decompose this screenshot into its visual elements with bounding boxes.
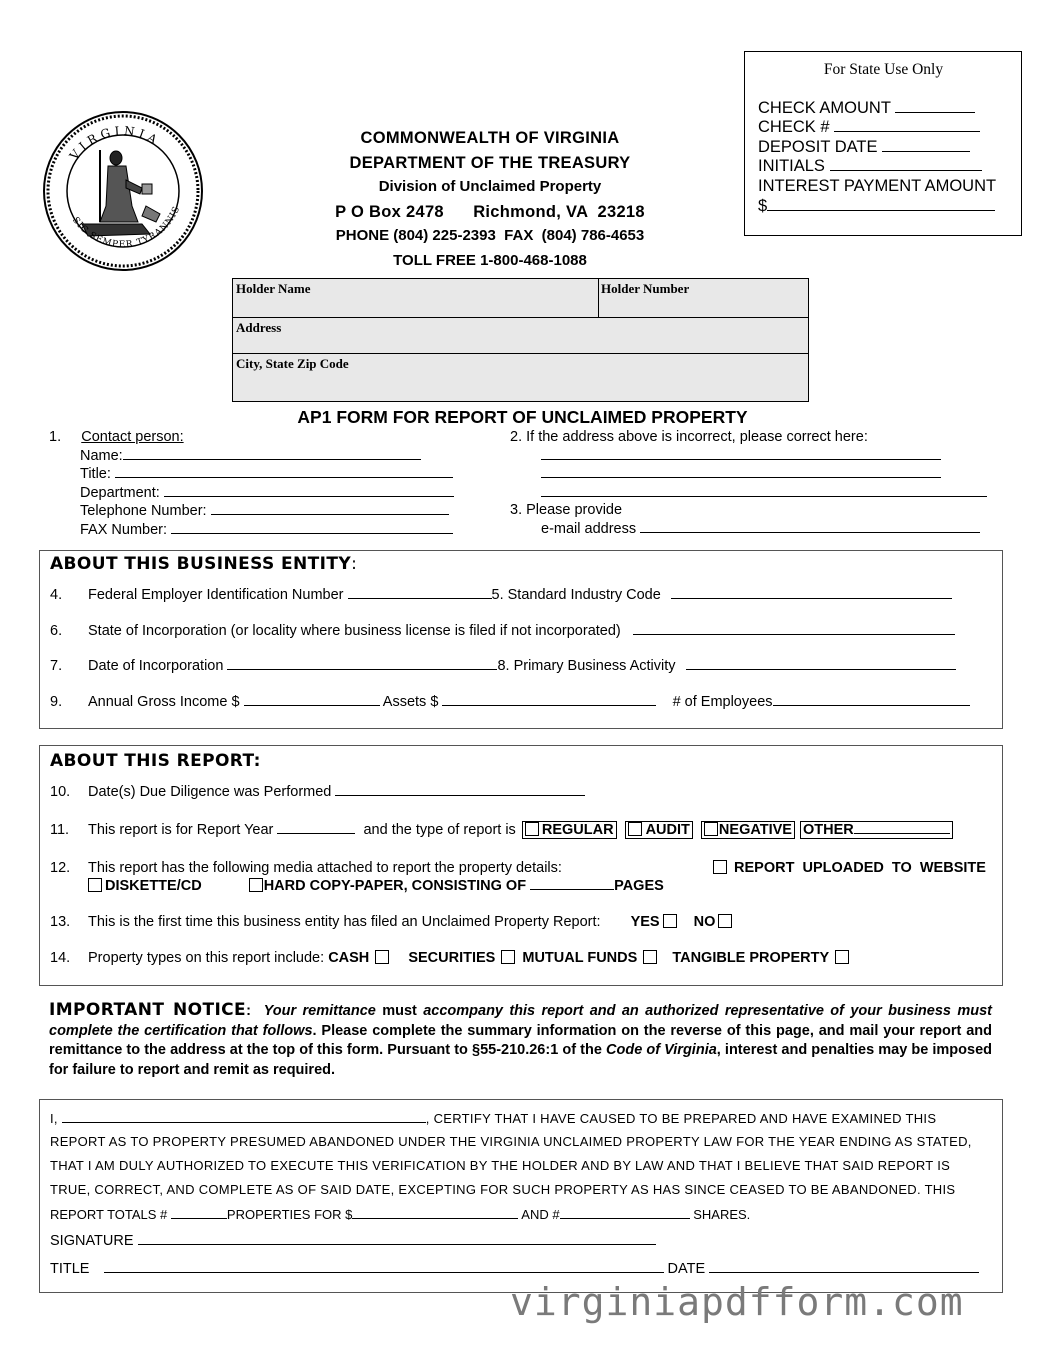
virginia-seal xyxy=(42,110,204,272)
cert-totals-line: REPORT TOTALS # PROPERTIES FOR $ AND # SHARES. xyxy=(50,1207,751,1222)
audit-checkbox[interactable] xyxy=(628,822,642,836)
diskette-checkbox[interactable] xyxy=(88,878,102,892)
tangible-property-checkbox[interactable] xyxy=(835,950,849,964)
city-row xyxy=(233,354,808,400)
income-row: 9. Annual Gross Income $ Assets $ # of Employees xyxy=(50,693,970,710)
report-year-row: 11. This report is for Report Year and the type of report is REGULAR AUDIT NEGATIVE OTHER xyxy=(50,821,953,839)
deposit-date-line: DEPOSIT DATE xyxy=(758,138,1009,158)
holder-number-field[interactable]: Holder Number xyxy=(601,281,690,296)
seal-emblem-icon xyxy=(42,110,204,272)
holder-info-box xyxy=(232,278,809,402)
no-checkbox[interactable] xyxy=(718,914,732,928)
cert-line-2: REPORT AS TO PROPERTY PRESUMED ABANDONED UNDER THE VIRGINIA UNCLAIMED PROPERTY LAW FOR THE YEAR ENDING AS STATED, xyxy=(50,1134,972,1149)
cert-line-4: TRUE, CORRECT, AND COMPLETE AS OF SAID DATE, EXCEPTING FOR SUCH PROPERTY AS HAS SINCE CEASED TO BE ABANDONED. THIS xyxy=(50,1182,956,1197)
address-row xyxy=(233,318,808,354)
header-commonwealth: COMMONWEALTH OF VIRGINIA xyxy=(360,129,620,147)
fein-row: 4. Federal Employer Identification Number 5. Standard Industry Code xyxy=(50,586,952,603)
other-field[interactable] xyxy=(854,822,950,834)
contact-section: 1. Contact person: Name: Title: Department: Telephone Number: FAX Number: xyxy=(49,429,454,540)
business-entity-section xyxy=(39,550,1003,729)
employees-field[interactable] xyxy=(773,693,970,706)
other-option[interactable]: OTHER xyxy=(800,821,953,839)
email-label: 3. Please provide xyxy=(510,502,623,519)
contact-fax-field[interactable]: FAX Number: xyxy=(49,521,454,540)
uploaded-checkbox[interactable] xyxy=(713,860,727,874)
hardcopy-checkbox[interactable] xyxy=(249,878,263,892)
watermark: virginiapdfform.com xyxy=(510,1280,964,1324)
email-field[interactable]: e-mail address xyxy=(510,520,987,539)
check-amount-line: CHECK AMOUNT xyxy=(758,99,1009,119)
incorporation-date-row: 7. Date of Incorporation 8. Primary Business Activity xyxy=(50,657,956,674)
address-correction-line-2[interactable] xyxy=(510,465,987,484)
header-phone-fax: PHONE (804) 225-2393 FAX (804) 786-4653 xyxy=(335,227,645,244)
diskette-label: DISKETTE/CD xyxy=(105,878,202,894)
state-use-box xyxy=(744,51,1022,236)
first-time-row: 13. This is the first time this business entity has filed an Unclaimed Property Report: YES NO xyxy=(50,914,735,930)
regular-checkbox[interactable] xyxy=(525,822,539,836)
header-toll-free: TOLL FREE 1-800-468-1088 xyxy=(393,251,587,269)
header-department: DEPARTMENT OF THE TREASURY xyxy=(349,153,631,172)
due-diligence-row: 10. Date(s) Due Diligence was Performed xyxy=(50,783,585,800)
securities-checkbox[interactable] xyxy=(501,950,515,964)
holder-name-field[interactable]: Holder Name xyxy=(236,281,311,296)
total-properties-field[interactable] xyxy=(171,1206,227,1219)
address-correction-line-1[interactable] xyxy=(510,447,987,466)
media-row: 12. This report has the following media attached to report the property details: REPORT UPLOADED TO WEBSITE DISKETTE/CD HARD COPY-PAPER, CONSISTING OF PAGES xyxy=(50,860,986,894)
holder-name-row xyxy=(233,279,808,318)
contact-department-field[interactable]: Department: xyxy=(49,484,454,503)
initials-line: INITIALS xyxy=(758,157,1009,177)
yes-checkbox[interactable] xyxy=(663,914,677,928)
regular-option[interactable]: REGULAR xyxy=(522,821,617,839)
address-correction-label: 2. If the address above is incorrect, please correct here: xyxy=(510,429,868,445)
seal-motto-text: SIC SEMPER TYRANNIS xyxy=(70,204,183,251)
mutual-funds-checkbox[interactable] xyxy=(643,950,657,964)
fein-field[interactable] xyxy=(348,586,492,599)
cert-date-field[interactable] xyxy=(709,1260,979,1273)
seal-top-text: VIRGINIA xyxy=(66,123,163,163)
title-date-line: TITLE DATE xyxy=(50,1260,992,1277)
property-types-row: 14. Property types on this report include: CASH SECURITIES MUTUAL FUNDS TANGIBLE PROPERTY xyxy=(50,950,852,966)
interest-amount-line: INTEREST PAYMENT AMOUNT xyxy=(758,176,997,195)
cert-title-field[interactable] xyxy=(104,1260,664,1273)
state-use-heading: For State Use Only xyxy=(823,61,944,78)
incorporation-state-row: 6. State of Incorporation (or locality where business license is filed if not incorporated) xyxy=(50,622,955,639)
form-title: AP1 FORM FOR REPORT OF UNCLAIMED PROPERTY xyxy=(297,407,748,427)
business-activity-field[interactable] xyxy=(686,657,956,670)
total-dollars-field[interactable] xyxy=(352,1206,518,1219)
negative-checkbox[interactable] xyxy=(704,822,718,836)
pages-field[interactable] xyxy=(530,877,614,890)
incorporation-date-field[interactable] xyxy=(227,657,497,670)
media-options: DISKETTE/CD HARD COPY-PAPER, CONSISTING OF PAGES xyxy=(50,877,664,895)
incorporation-state-field[interactable] xyxy=(633,622,955,635)
cert-line-3: THAT I AM DULY AUTHORIZED TO EXECUTE THIS VERIFICATION BY THE HOLDER AND BY LAW AND THAT I BELIEVE THAT SAID REPORT IS xyxy=(50,1158,951,1173)
business-entity-title: ABOUT THIS BUSINESS ENTITY: xyxy=(50,554,358,574)
address-correction-line-3[interactable] xyxy=(510,484,987,503)
report-section-title: ABOUT THIS REPORT: xyxy=(50,751,261,771)
assets-field[interactable] xyxy=(442,693,656,706)
sic-field[interactable] xyxy=(671,586,952,599)
cert-line-1: I, , CERTIFY THAT I HAVE CAUSED TO BE PREPARED AND HAVE EXAMINED THIS xyxy=(50,1111,937,1126)
contact-telephone-field[interactable]: Telephone Number: xyxy=(49,502,454,521)
due-diligence-field[interactable] xyxy=(335,783,585,796)
signature-line: SIGNATURE xyxy=(50,1232,992,1249)
gross-income-field[interactable] xyxy=(244,693,380,706)
cash-checkbox[interactable] xyxy=(375,950,389,964)
signature-field[interactable] xyxy=(138,1232,656,1245)
negative-option[interactable]: NEGATIVE xyxy=(701,821,795,839)
city-state-zip-field[interactable]: City, State Zip Code xyxy=(236,356,349,371)
check-number-line: CHECK # xyxy=(758,118,1009,138)
total-shares-field[interactable] xyxy=(560,1206,690,1219)
header-address: P O Box 2478 Richmond, VA 23218 xyxy=(335,202,645,221)
address-correction-section xyxy=(510,429,987,539)
contact-person-heading: Contact person: xyxy=(81,429,184,445)
report-section xyxy=(39,745,1003,986)
uploaded-option[interactable]: REPORT UPLOADED TO WEBSITE xyxy=(710,859,986,877)
contact-name-field[interactable]: Name: xyxy=(49,447,454,466)
audit-option[interactable]: AUDIT xyxy=(625,821,693,839)
agency-header xyxy=(290,126,690,273)
header-division: Division of Unclaimed Property xyxy=(378,178,602,195)
important-notice: IMPORTANT NOTICE: Your remittance must accompany this report and an authorized representative of your business must complete the certification that follows. Please complete the summary information on the reverse of this page, and mail your report and remittance to the address at the top of this form. Pursuant to §55-210.26:1 of the Code of Virginia, interest and penalties may be imposed for failure to report and remit as required. xyxy=(49,1000,992,1078)
address-field[interactable]: Address xyxy=(236,320,282,335)
dollar-line: $ xyxy=(758,197,1009,217)
certifier-name-field[interactable] xyxy=(62,1110,426,1123)
contact-title-field[interactable]: Title: xyxy=(49,465,454,484)
certification-box xyxy=(39,1099,1003,1293)
report-year-field[interactable] xyxy=(277,821,355,834)
notice-heading: IMPORTANT NOTICE xyxy=(49,1000,247,1020)
